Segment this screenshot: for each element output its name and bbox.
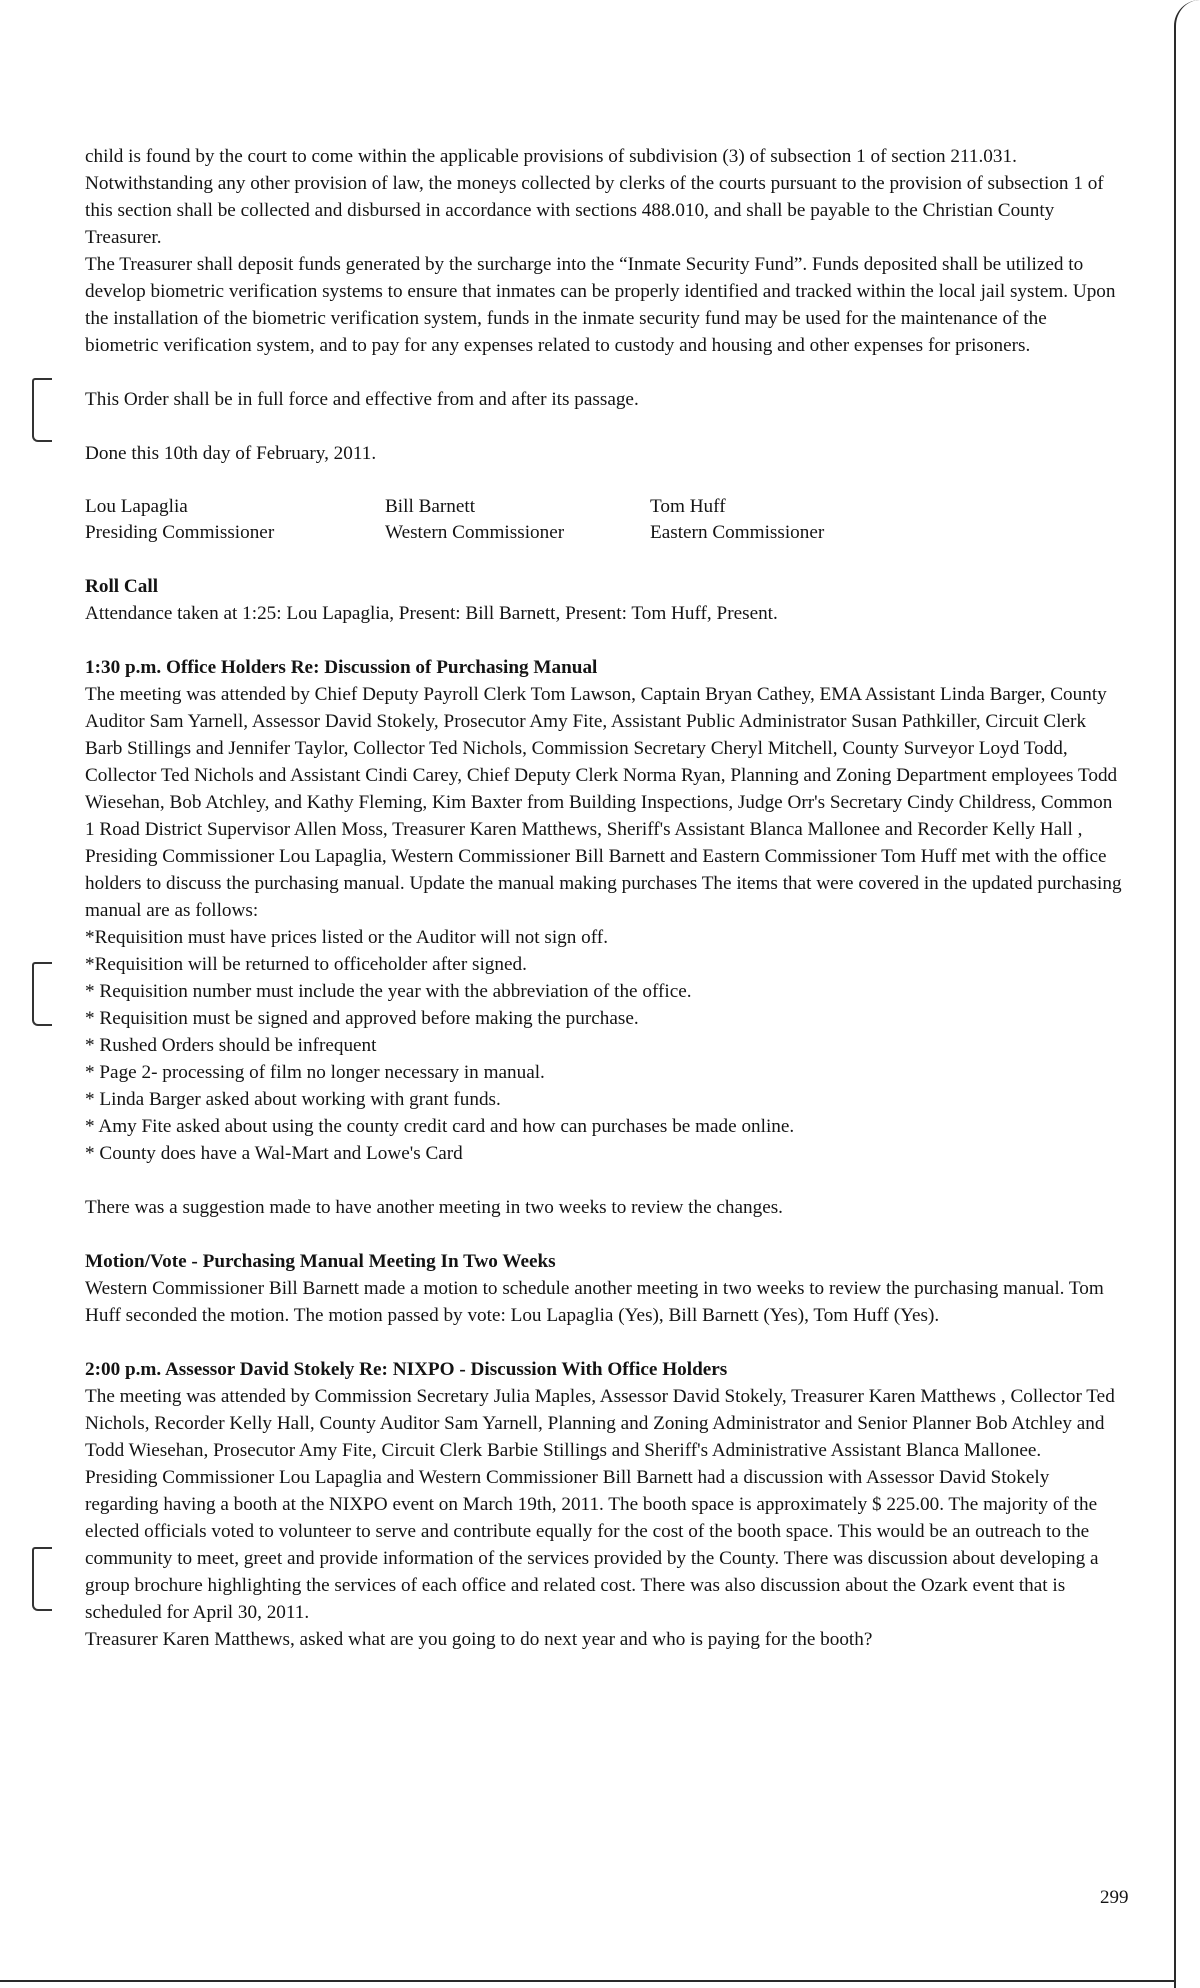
- nixpo-attendance: The meeting was attended by Commission Secretary Julia Maples, Assessor David Stokely, Treasurer Karen Matthews , Collector Ted Nichols, Recorder Kelly Hall, County Auditor Sam Yarnell, Planning and Zoning Administrator and Senior Planner Bob Atchley and Todd Wiesehan, Prosecutor Amy Fite, Circuit Clerk Barbie Stillings and Sheriff's Administrative Assistant Blanca Mallonee.: [85, 1386, 1115, 1461]
- list-item: * Rushed Orders should be infrequent: [85, 1035, 377, 1056]
- purchasing-heading: 1:30 p.m. Office Holders Re: Discussion of Purchasing Manual: [85, 657, 598, 678]
- paragraph-surcharge-collection: child is found by the court to come within the applicable provisions of subdivision (3) of subsection 1 of section 211.031. Notwithstanding any other provision of law, the moneys collected by clerks of the courts pursuant to the provision of subsection 1 of this section shall be collected and disbursed in accordance with sections 488.010, and shall be payable to the Christian County Treasurer.: [85, 146, 1104, 248]
- motion-heading: Motion/Vote - Purchasing Manual Meeting In Two Weeks: [85, 1251, 556, 1272]
- signature-title: Eastern Commissioner: [650, 522, 825, 543]
- signature-name: Tom Huff: [650, 496, 726, 517]
- list-item: * County does have a Wal-Mart and Lowe's Card: [85, 1143, 463, 1164]
- purchasing-suggestion: There was a suggestion made to have another meeting in two weeks to review the changes.: [85, 1197, 783, 1218]
- list-item: * Requisition must be signed and approved before making the purchase.: [85, 1008, 639, 1029]
- roll-call-text: Attendance taken at 1:25: Lou Lapaglia, Present: Bill Barnett, Present: Tom Huff, Present.: [85, 603, 778, 624]
- margin-bracket-2: [32, 962, 52, 1026]
- nixpo-question: Treasurer Karen Matthews, asked what are you going to do next year and who is paying for the booth?: [85, 1629, 873, 1650]
- margin-bracket-1: [32, 378, 52, 442]
- list-item: * Amy Fite asked about using the county credit card and how can purchases be made online.: [85, 1116, 795, 1137]
- purchasing-attendance: The meeting was attended by Chief Deputy Payroll Clerk Tom Lawson, Captain Bryan Cathey, EMA Assistant Linda Barger, County Auditor Sam Yarnell, Assessor David Stokely, Prosecutor Amy Fite, Assistant Public Administrator Susan Pathkiller, Circuit Clerk Barb Stillings and Jennifer Taylor, Collector Ted Nichols, Commission Secretary Cheryl Mitchell, County Surveyor Loyd Todd, Collector Ted Nichols and Assistant Cindi Carey, Chief Deputy Clerk Norma Ryan, Planning and Zoning Department employees Todd Wiesehan, Bob Atchley, and Kathy Fleming, Kim Baxter from Building Inspections, Judge Orr's Secretary Cindy Childress, Common 1 Road District Supervisor Allen Moss, Treasurer Karen Matthews, Sheriff's Assistant Blanca Mallonee and Recorder Kelly Hall ,: [85, 684, 1118, 840]
- list-item: *Requisition will be returned to officeholder after signed.: [85, 954, 527, 975]
- paragraph-inmate-security-fund: The Treasurer shall deposit funds generated by the surcharge into the “Inmate Security Fund”. Funds deposited shall be utilized to develop biometric verification systems to ensure that inmates can be properly identified and tracked within the local jail system. Upon the installation of the biometric verification system, funds in the inmate security fund may be used for the maintenance of the biometric verification system, and to pay for any expenses related to custody and housing and other expenses for prisoners.: [85, 254, 1116, 356]
- page-edge-right: [1174, 0, 1200, 1988]
- page-number: 299: [1100, 1887, 1129, 1908]
- signature-title: Presiding Commissioner: [85, 522, 275, 543]
- list-item: * Linda Barger asked about working with grant funds.: [85, 1089, 501, 1110]
- nixpo-heading: 2:00 p.m. Assessor David Stokely Re: NIXPO - Discussion With Office Holders: [85, 1359, 728, 1380]
- nixpo-discussion: Presiding Commissioner Lou Lapaglia and Western Commissioner Bill Barnett had a discussion with Assessor David Stokely regarding having a booth at the NIXPO event on March 19th, 2011. The booth space is approximately $ 225.00. The majority of the elected officials voted to volunteer to serve and contribute equally for the cost of the booth space. This would be an outreach to the community to meet, greet and provide information of the services provided by the County. There was discussion about developing a group brochure highlighting the services of each office and related cost. There was also discussion about the Ozark event that is scheduled for April 30, 2011.: [85, 1467, 1099, 1623]
- margin-bracket-3: [32, 1547, 52, 1611]
- signature-name: Bill Barnett: [385, 496, 476, 517]
- paragraph-order-effective: This Order shall be in full force and effective from and after its passage.: [85, 389, 639, 410]
- list-item: * Page 2- processing of film no longer necessary in manual.: [85, 1062, 545, 1083]
- roll-call-heading: Roll Call: [85, 576, 159, 597]
- purchasing-discussion: Presiding Commissioner Lou Lapaglia, Western Commissioner Bill Barnett and Eastern Commissioner Tom Huff met with the office holders to discuss the purchasing manual. Update the manual making purchases The items that were covered in the updated purchasing manual are as follows:: [85, 846, 1122, 921]
- paragraph-done-date: Done this 10th day of February, 2011.: [85, 443, 377, 464]
- document-body: [85, 143, 1125, 1653]
- signature-block: [85, 494, 1125, 546]
- page-edge-bottom: [0, 1980, 1176, 1982]
- signature-name: Lou Lapaglia: [85, 496, 188, 517]
- list-item: *Requisition must have prices listed or the Auditor will not sign off.: [85, 927, 608, 948]
- motion-text: Western Commissioner Bill Barnett made a motion to schedule another meeting in two weeks to review the purchasing manual. Tom Huff seconded the motion. The motion passed by vote: Lou Lapaglia (Yes), Bill Barnett (Yes), Tom Huff (Yes).: [85, 1278, 1104, 1326]
- list-item: * Requisition number must include the year with the abbreviation of the office.: [85, 981, 692, 1002]
- signature-title: Western Commissioner: [385, 522, 565, 543]
